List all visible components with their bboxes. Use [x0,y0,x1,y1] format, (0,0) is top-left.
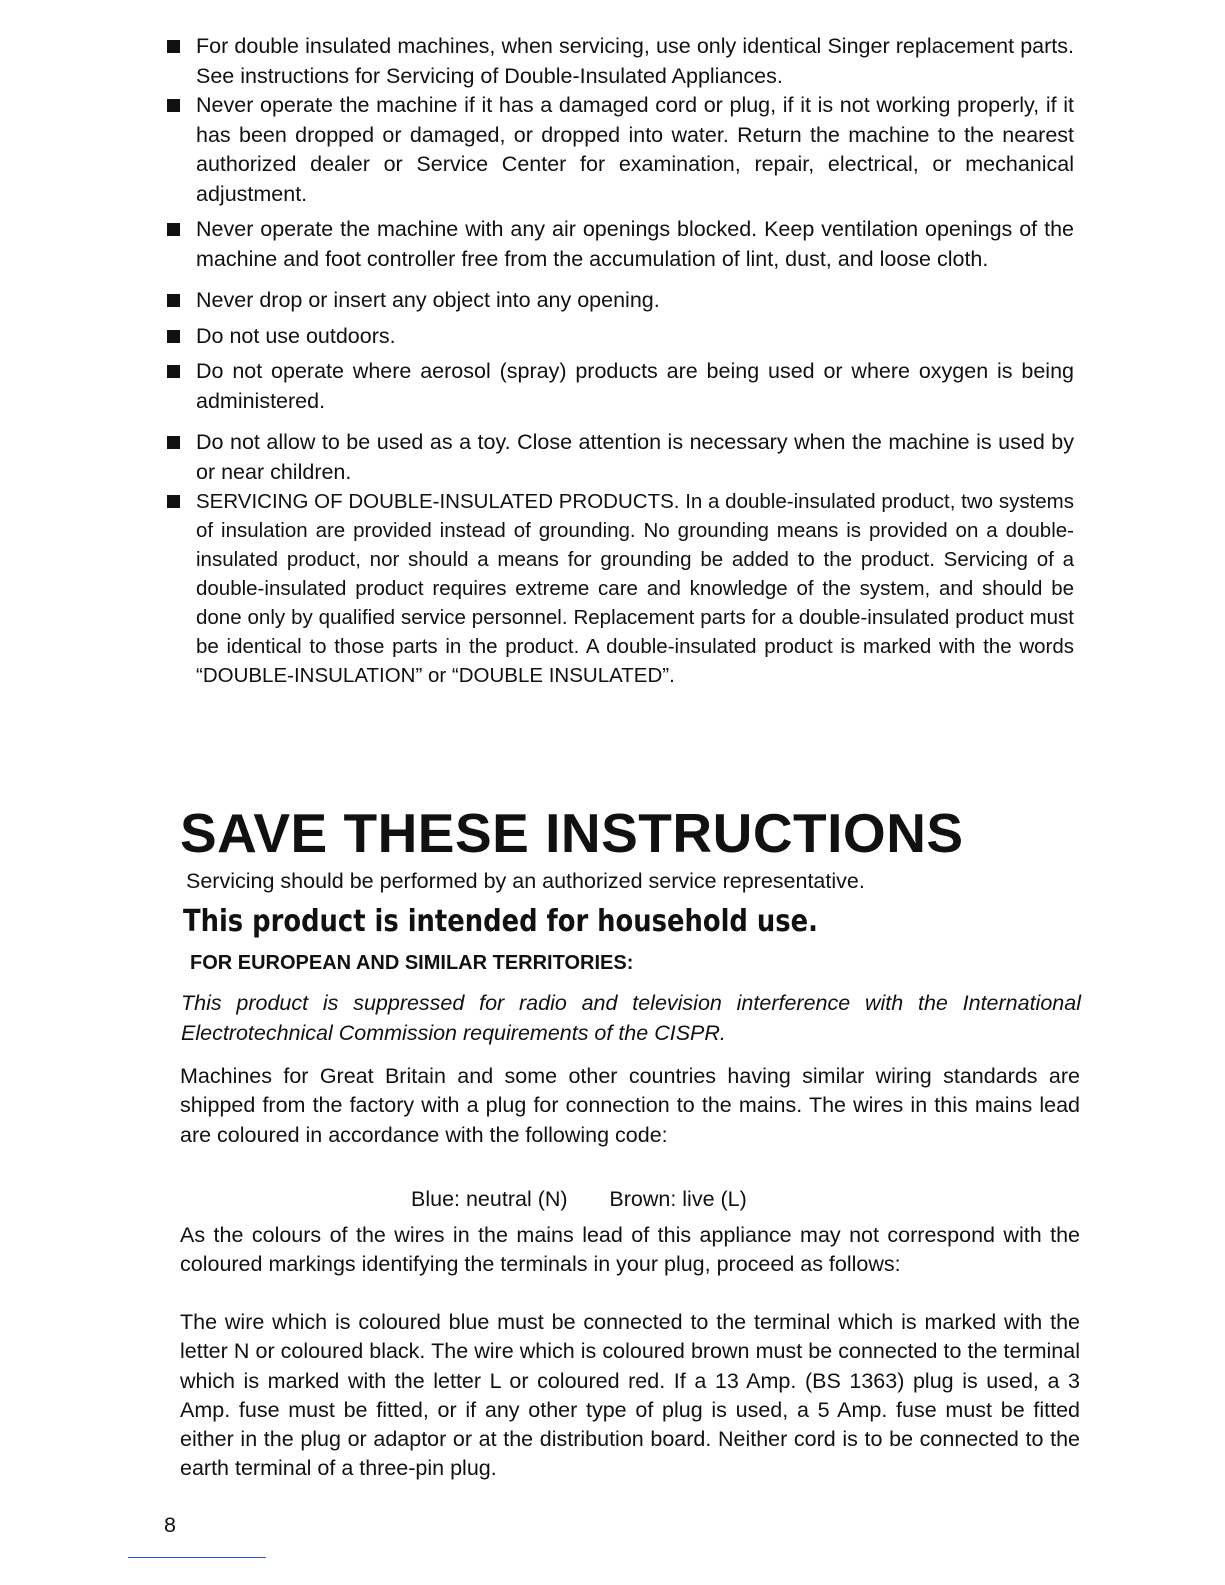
bullet-item [164,286,1074,316]
colours-note-paragraph: As the colours of the wires in the mains lead of this appliance may not correspond with the coloured markings identifying the terminals in your plug, proceed as follows: [180,1223,1080,1277]
servicing-note: Servicing should be performed by an authorized service representative. [186,869,865,893]
square-bullet-icon [167,495,180,508]
household-use-heading: This product is intended for household use. [183,904,818,939]
bullet-item [164,357,1074,416]
bullet-item [164,487,1074,690]
page-number: 8 [164,1513,176,1537]
bullet-item [164,215,1074,274]
bullet-text: Never operate the machine if it has a damaged cord or plug, if it is not working properly, if it has been dropped or damaged, or dropped into water. Return the machine to the nearest authorized dealer or Service Center for examination, repair, electrical, or mechanical adjustment. [196,93,1074,206]
wire-brown-label: Brown: live (L) [609,1187,747,1211]
wiring-intro-paragraph: Machines for Great Britain and some other countries having similar wiring standards are shipped from the factory with a plug for connection to the mains. The wires in this mains lead are coloured in accordance with the following code: [180,1064,1080,1147]
wire-colour-code [411,1184,747,1214]
european-territories-heading: FOR EUROPEAN AND SIMILAR TERRITORIES: [190,952,634,974]
footer-divider [128,1557,266,1558]
bullet-text: For double insulated machines, when servicing, use only identical Singer replacement parts. See instructions for Servicing of Double-Insulated Appliances. [196,34,1074,88]
square-bullet-icon [167,223,180,236]
square-bullet-icon [167,40,180,53]
bullet-text: Do not allow to be used as a toy. Close attention is necessary when the machine is used by or near children. [196,430,1074,484]
bullet-text: Do not use outdoors. [196,323,396,348]
square-bullet-icon [167,436,180,449]
square-bullet-icon [167,330,180,343]
bullet-item [164,32,1074,91]
square-bullet-icon [167,294,180,307]
save-instructions-heading: SAVE THESE INSTRUCTIONS [180,802,964,864]
bullet-item [164,91,1074,209]
bullet-item [164,322,1074,352]
bullet-text: SERVICING OF DOUBLE-INSULATED PRODUCTS. In a double-insulated product, two systems of insulation are provided instead of grounding. No grounding means is provided on a double-insulated product, nor should a means for grounding be added to the product. Servicing of a double-insulated product requires extreme care and knowledge of the system, and should be done only by qualified service personnel. Replacement parts for a double-insulated product must be identical to those parts in the product. A double-insulated product is marked with the words “DOUBLE-INSULATION” or “DOUBLE INSULATED”. [196,490,1074,687]
bullet-text: Never drop or insert any object into any opening. [196,288,660,312]
connection-instructions-paragraph: The wire which is coloured blue must be connected to the terminal which is marked with the letter N or coloured black. The wire which is coloured brown must be connected to the terminal which is marked with the letter L or coloured red. If a 13 Amp. (BS 1363) plug is used, a 3 Amp. fuse must be fitted, or if any other type of plug is used, a 5 Amp. fuse must be fitted either in the plug or adaptor or at the distribution board. Neither cord is to be connected to the earth terminal of a three-pin plug. [180,1310,1080,1481]
safety-bullet-list [164,32,1074,690]
bullet-item [164,428,1074,487]
bullet-text: Do not operate where aerosol (spray) products are being used or where oxygen is being administered. [196,359,1074,413]
square-bullet-icon [167,365,180,378]
suppression-note: This product is suppressed for radio and television interference with the International Electrotechnical Commission requirements of the CISPR. [181,991,1081,1045]
wire-blue-label: Blue: neutral (N) [411,1187,568,1211]
bullet-text: Never operate the machine with any air openings blocked. Keep ventilation openings of the machine and foot controller free from the accumulation of lint, dust, and loose cloth. [196,217,1074,271]
square-bullet-icon [167,99,180,112]
